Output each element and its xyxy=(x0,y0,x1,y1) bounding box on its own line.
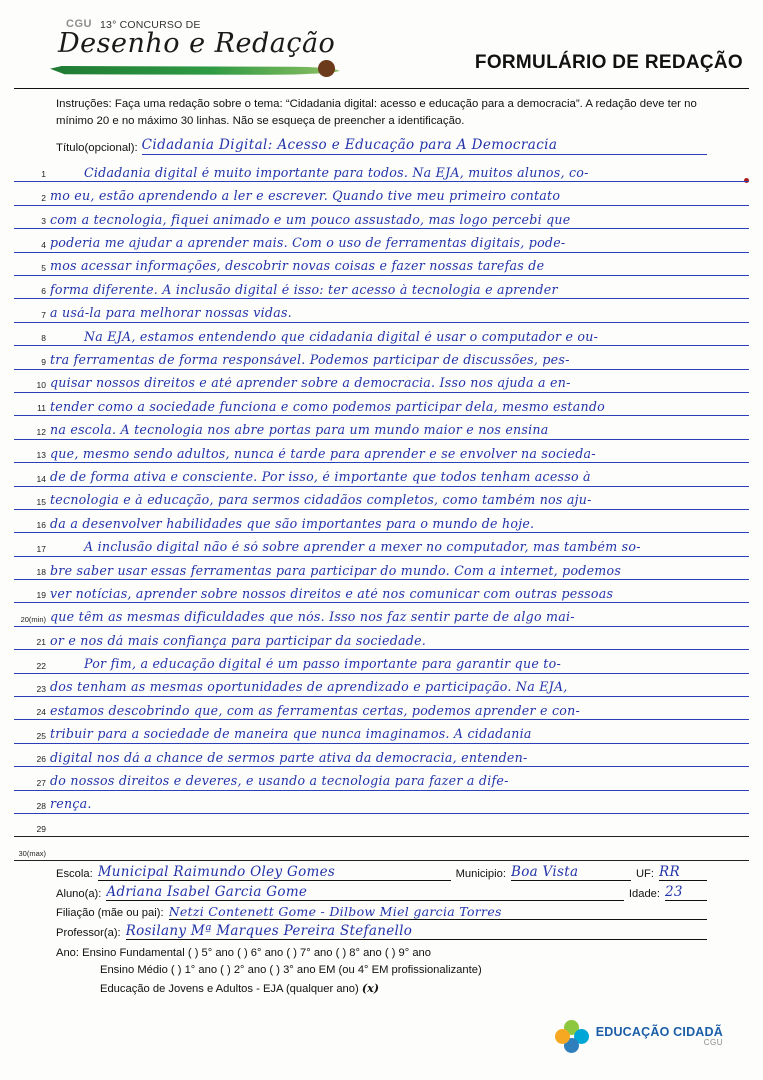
filiacao-row xyxy=(56,904,707,920)
instructions-text: Instruções: Faça uma redação sobre o tema: “Cidadania digital: acesso e educação para a democracia”. A redação deve ter no mínimo 20 e no máximo 30 linhas. Não se esqueça de preencher a identificação. xyxy=(56,98,697,127)
line-text: poderia me ajudar a aprender mais. Com o uso de ferramentas digitais, pode- xyxy=(50,237,566,251)
essay-line[interactable] xyxy=(14,416,749,439)
essay-line[interactable] xyxy=(14,276,749,299)
essay-line[interactable] xyxy=(14,159,749,182)
line-text: na escola. A tecnologia nos abre portas para um mundo maior e nos ensina xyxy=(50,424,549,438)
line-text: quisar nossos direitos e até aprender sobre a democracia. Isso nos ajuda a en- xyxy=(50,377,571,391)
line-text: ver notícias, aprender sobre nossos direitos e até nos comunicar com outras pessoas xyxy=(50,587,614,601)
essay-line[interactable] xyxy=(14,299,749,322)
professor-label: Professor(a): xyxy=(56,926,121,939)
essay-line[interactable] xyxy=(14,580,749,603)
line-text: Cidadania digital é muito importante para todos. Na EJA, muitos alunos, co- xyxy=(84,166,589,180)
checkbox-medio-2[interactable]: ( ) 2° ano xyxy=(220,964,267,977)
eja-row xyxy=(56,980,707,998)
flower-icon xyxy=(555,1020,589,1054)
municipio-label: Municipio: xyxy=(455,867,506,880)
line-text: mos acessar informações, descobrir novas coisas e fazer nossas tarefas de xyxy=(50,260,545,274)
line-text: tender como a sociedade funciona e como podemos participar dela, mesmo estando xyxy=(50,400,605,414)
essay-line[interactable] xyxy=(14,182,749,205)
line-text: digital nos dá a chance de sermos parte ativa da democracia, entenden- xyxy=(50,751,528,765)
page-title: FORMULÁRIO DE REDAÇÃO xyxy=(474,52,743,73)
checkbox-fundamental-9[interactable]: ( ) 9° ano xyxy=(384,946,431,959)
essay-line[interactable] xyxy=(14,533,749,556)
municipio-input[interactable]: Boa Vista xyxy=(511,864,631,881)
checkbox-fundamental-5[interactable]: ( ) 5° ano xyxy=(187,946,234,959)
logo-text-group xyxy=(596,1026,723,1048)
cgu-logo-text: CGU xyxy=(66,18,92,30)
uf-input[interactable]: RR xyxy=(659,864,707,881)
line-text: de de forma ativa e consciente. Por isso, é importante que todos tenham acesso à xyxy=(50,470,591,484)
line-text: tribuir para a sociedade de maneira que nunca imaginamos. A cidadania xyxy=(50,728,532,742)
title-input[interactable]: Cidadania Digital: Acesso e Educação para A Democracia xyxy=(142,137,707,155)
form-header xyxy=(0,0,763,88)
essay-line[interactable] xyxy=(14,487,749,510)
essay-line[interactable] xyxy=(14,440,749,463)
line-number: 9 xyxy=(41,356,46,367)
line-text: Por fim, a educação digital é um passo importante para garantir que to- xyxy=(84,658,561,672)
line-number: 8 xyxy=(41,333,46,344)
line-number: 24 xyxy=(36,707,46,718)
line-number: 12 xyxy=(36,426,46,437)
identification-section xyxy=(56,864,707,998)
essay-line[interactable] xyxy=(14,510,749,533)
line-number: 19 xyxy=(36,590,46,601)
essay-line[interactable] xyxy=(14,791,749,814)
essay-line[interactable] xyxy=(14,323,749,346)
line-text: tecnologia e à educação, para sermos cidadãos completos, como também nos aju- xyxy=(50,494,592,508)
essay-line[interactable] xyxy=(14,744,749,767)
filiacao-input[interactable]: Netzi Contenett Gome - Dilbow Miel garcia Torres xyxy=(169,904,707,920)
essay-line[interactable] xyxy=(14,206,749,229)
essay-line[interactable] xyxy=(14,557,749,580)
escola-row xyxy=(56,864,707,881)
line-number: 15 xyxy=(36,496,46,507)
line-number: 5 xyxy=(41,263,46,274)
line-number: 29 xyxy=(36,824,46,835)
essay-line[interactable] xyxy=(14,650,749,673)
line-text: que, mesmo sendo adultos, nunca é tarde para aprender e se envolver na socieda- xyxy=(50,447,596,461)
line-text: or e nos dá mais confiança para participar da sociedade. xyxy=(50,634,427,648)
line-text: dos tenham as mesmas oportunidades de aprendizado e participação. Na EJA, xyxy=(50,681,568,695)
fundamental-row xyxy=(56,945,707,962)
ano-block xyxy=(56,945,707,998)
line-text: A inclusão digital não é só sobre aprender a mexer no computador, mas também so- xyxy=(84,541,641,555)
line-text: mo eu, estão aprendendo a ler e escrever. Quando tive meu primeiro contato xyxy=(50,190,561,204)
line-text: Na EJA, estamos entendendo que cidadania digital é usar o computador e ou- xyxy=(84,330,599,344)
title-field-row xyxy=(56,137,707,155)
ano-label: Ano: xyxy=(56,946,80,959)
line-text: forma diferente. A inclusão digital é isso: ter acesso à tecnologia e aprender xyxy=(50,283,558,297)
essay-line[interactable] xyxy=(14,229,749,252)
checkbox-fundamental-6[interactable]: ( ) 6° ano xyxy=(237,946,284,959)
professor-input[interactable]: Rosilany Mª Marques Pereira Stefanello xyxy=(126,923,707,940)
checkbox-fundamental-7[interactable]: ( ) 7° ano xyxy=(286,946,333,959)
essay-line[interactable] xyxy=(14,346,749,369)
aluno-label: Aluno(a): xyxy=(56,887,102,900)
line-number: 25 xyxy=(36,730,46,741)
line-number: 10 xyxy=(36,379,46,390)
essay-line[interactable] xyxy=(14,463,749,486)
line-number: 1 xyxy=(41,169,46,180)
line-text: bre saber usar essas ferramentas para participar do mundo. Com a internet, podemos xyxy=(50,564,622,578)
line-number: 7 xyxy=(41,309,46,320)
escola-input[interactable]: Municipal Raimundo Oley Gomes xyxy=(98,864,451,881)
essay-line[interactable] xyxy=(14,674,749,697)
line-text: do nossos direitos e deveres, e usando a tecnologia para fazer a dife- xyxy=(50,775,509,789)
essay-line[interactable] xyxy=(14,370,749,393)
line-number: 23 xyxy=(36,684,46,695)
line-text: com a tecnologia, fiquei animado e um pouco assustado, mas logo percebi que xyxy=(50,213,571,227)
filiacao-label: Filiação (mãe ou pai): xyxy=(56,906,164,919)
idade-label: Idade: xyxy=(628,887,660,900)
contest-edition-text: 13° CONCURSO DE xyxy=(100,19,201,31)
line-number: 28 xyxy=(36,801,46,811)
line-number: 18 xyxy=(36,567,46,578)
essay-line[interactable] xyxy=(14,603,749,626)
aluno-input[interactable]: Adriana Isabel Garcia Gome xyxy=(106,884,623,901)
idade-input[interactable]: 23 xyxy=(665,884,707,901)
line-number: 6 xyxy=(41,286,46,297)
title-field-label: Título(opcional): xyxy=(56,142,138,155)
fundamental-label: Ensino Fundamental xyxy=(82,946,185,959)
line-number: 2 xyxy=(41,192,46,203)
line-text xyxy=(50,858,749,860)
line-number: 16 xyxy=(36,520,46,531)
essay-lines xyxy=(14,159,749,861)
brush-dot-decoration xyxy=(318,60,335,77)
line-text: estamos descobrindo que, com as ferramentas certas, podemos aprender e con- xyxy=(50,704,580,718)
logo-subtitle: CGU xyxy=(703,1038,723,1048)
essay-line[interactable] xyxy=(14,697,749,720)
line-number: 27 xyxy=(36,777,46,788)
essay-line[interactable] xyxy=(14,627,749,650)
brush-stroke-decoration xyxy=(50,66,340,75)
uf-label: UF: xyxy=(635,867,654,880)
essay-line[interactable] xyxy=(14,837,749,860)
essay-line[interactable] xyxy=(14,253,749,276)
line-number: 3 xyxy=(41,216,46,227)
aluno-row xyxy=(56,884,707,901)
line-text: que têm as mesmas dificuldades que nós. Isso nos faz sentir parte de algo mai- xyxy=(50,611,575,625)
checkbox-medio-1[interactable]: ( ) 1° ano xyxy=(170,964,218,977)
essay-line[interactable] xyxy=(14,767,749,790)
educacao-cidada-logo xyxy=(555,1020,723,1054)
essay-line[interactable] xyxy=(14,720,749,743)
essay-line[interactable] xyxy=(14,393,749,416)
logo-title: EDUCAÇÃO CIDADÃ xyxy=(595,1025,723,1040)
line-number: 14 xyxy=(36,473,46,484)
line-number: 17 xyxy=(36,543,46,554)
line-text: da a desenvolver habilidades que são importantes para o mundo de hoje. xyxy=(50,517,535,531)
checkbox-eja[interactable]: (x) xyxy=(361,980,380,995)
contest-brand-title: Desenho e Redação xyxy=(58,28,336,59)
eja-label: Educação de Jovens e Adultos - EJA (qualquer ano) xyxy=(100,982,359,995)
checkbox-medio-3[interactable]: ( ) 3° ano EM (ou 4° EM profissionalizante) xyxy=(269,964,482,977)
checkbox-fundamental-8[interactable]: ( ) 8° ano xyxy=(335,946,382,959)
line-number: 11 xyxy=(37,403,46,414)
line-text: rença. xyxy=(50,798,92,812)
line-number: 20(min) xyxy=(20,614,46,624)
essay-line[interactable] xyxy=(14,814,749,837)
line-number: 4 xyxy=(41,239,46,250)
line-text: tra ferramentas de forma responsável. Podemos participar de discussões, pes- xyxy=(50,353,570,367)
line-number: 22 xyxy=(36,660,46,671)
line-number: 30(max) xyxy=(18,848,46,858)
line-number: 13 xyxy=(36,450,46,461)
line-number: 21 xyxy=(36,637,46,648)
line-number: 26 xyxy=(36,754,46,765)
medio-row xyxy=(56,962,707,979)
professor-row xyxy=(56,923,707,940)
medio-label: Ensino Médio xyxy=(100,964,168,977)
line-text: a usá-la para melhorar nossas vidas. xyxy=(50,307,292,321)
escola-label: Escola: xyxy=(56,867,93,880)
line-text xyxy=(50,834,749,836)
header-divider xyxy=(14,88,749,89)
